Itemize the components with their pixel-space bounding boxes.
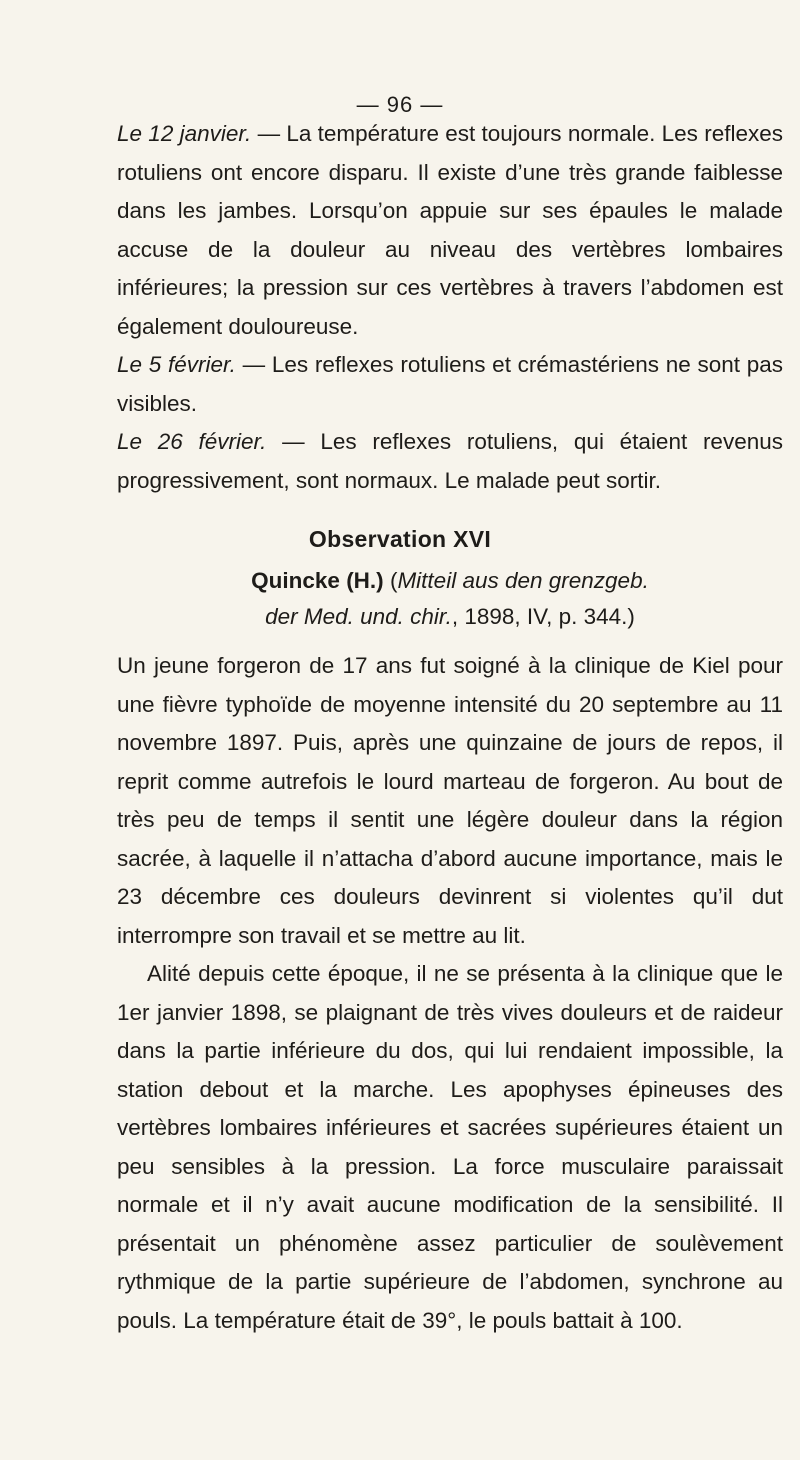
observation-citation — [117, 563, 783, 635]
entry-12-janvier — [117, 115, 783, 346]
journal-entries — [117, 115, 783, 500]
entry-text: — Les reflexes rotuliens et crémastériens ne sont pas visibles. — [117, 352, 783, 416]
entry-date: Le 12 janvier. — [117, 121, 252, 146]
entry-date: Le 26 février. — [117, 429, 267, 454]
citation-title-line2: der Med. und. chir. — [265, 604, 452, 629]
observation-heading: Observation XVI — [308, 526, 492, 552]
observation-body — [117, 647, 783, 1340]
entry-5-fevrier — [117, 346, 783, 423]
citation-open: ( — [383, 568, 398, 593]
body-paragraph-2: Alité depuis cette époque, il ne se présenta à la clinique que le 1er janvier 1898, se plaignant de très vives douleurs et de raideur dans la partie inférieure du dos, qui lui rendaient impossible, la station debout et la marche. Les apophyses épineuses des vertèbres lombaires inférieures et sacrées supérieures étaient un peu sensibles à la pression. La force musculaire paraissait normale et il n’y avait aucune modification de la sensibilité. Il présentait un phénomène assez particulier de soulèvement rythmique de la partie supérieure de l’abdomen, synchrone au pouls. La température était de 39°, le pouls battait à 100. — [117, 961, 783, 1333]
body-paragraph-1: Un jeune forgeron de 17 ans fut soigné à la clinique de Kiel pour une fièvre typhoïde de moyenne intensité du 20 septembre au 11 novembre 1897. Puis, après une quinzaine de jours de repos, il reprit comme autrefois le lourd marteau de forgeron. Au bout de très peu de temps il sentit une légère douleur dans la région sacrée, à laquelle il n’attacha d’abord aucune importance, mais le 23 décembre ces douleurs devinrent si violentes qu’il dut interrompre son travail et se mettre au lit. — [117, 653, 783, 948]
page-number: — 96 — — [356, 92, 444, 117]
entry-text: — Les reflexes rotuliens, qui étaient revenus progressivement, sont normaux. Le malade peut sortir. — [117, 429, 783, 493]
entry-text: — La température est toujours normale. Les reflexes rotuliens ont encore disparu. Il existe d’une très grande faiblesse dans les jambes. Lorsqu’on appuie sur ses épaules le malade accuse de la douleur au niveau des vertèbres lombaires inférieures; la pression sur ces vertèbres à travers l’abdomen est également douloureuse. — [117, 121, 783, 339]
entry-date: Le 5 février. — [117, 352, 236, 377]
entry-26-fevrier — [117, 423, 783, 500]
citation-title-line1: Mitteil aus den grenzgeb. — [397, 568, 649, 593]
citation-author: Quincke (H.) — [251, 568, 384, 593]
citation-rest: , 1898, IV, p. 344.) — [451, 604, 635, 629]
